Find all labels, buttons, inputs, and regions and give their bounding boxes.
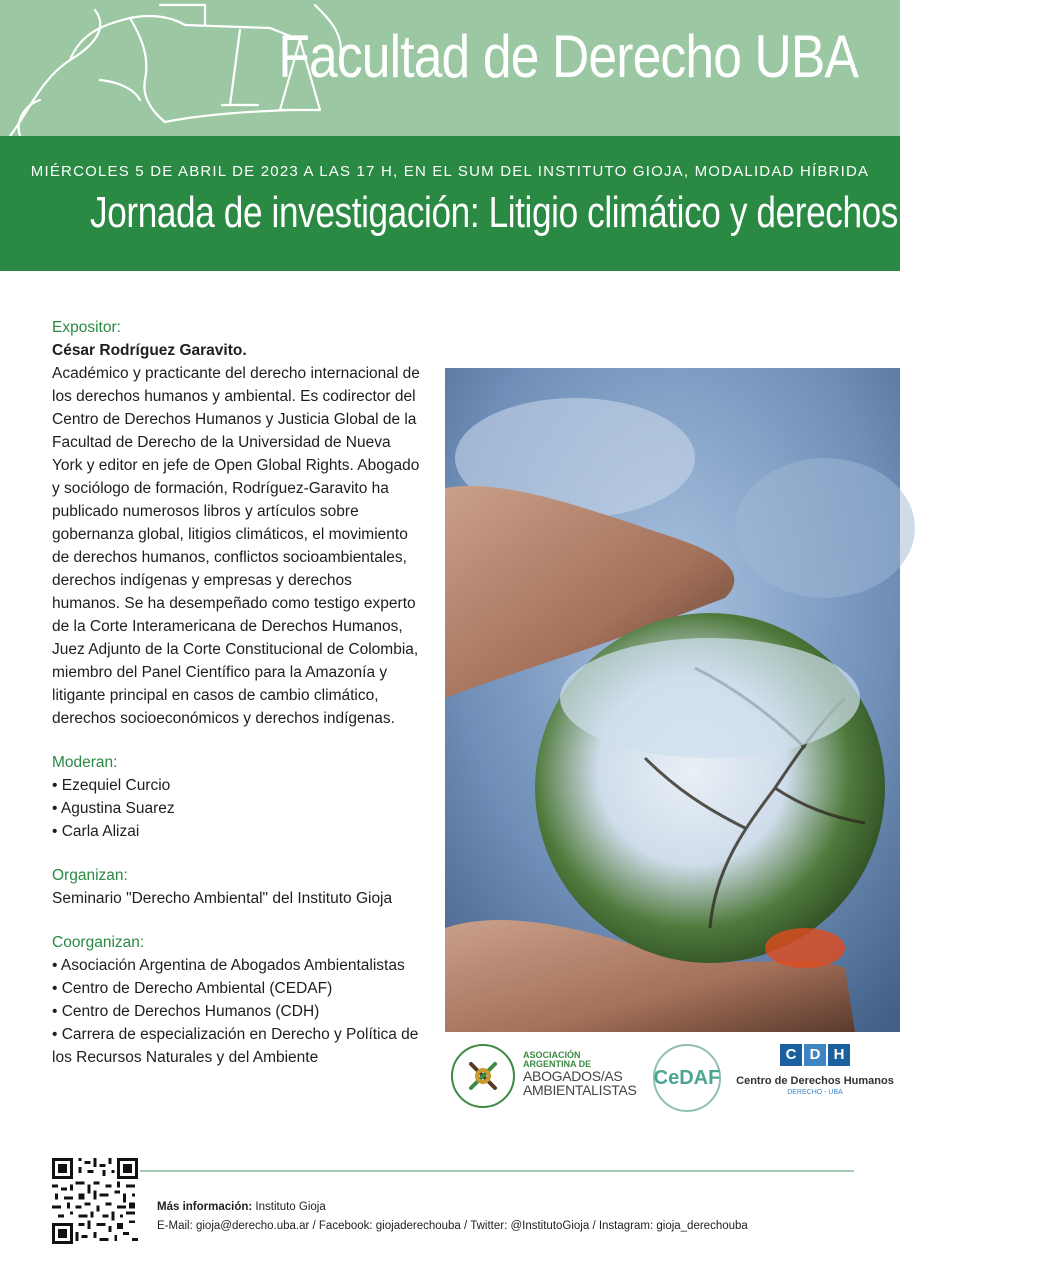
crystal-ball-photo [445, 368, 900, 1032]
header-banner [0, 0, 900, 136]
partner-logos [445, 1036, 900, 1120]
coorganizer-item: • Carrera de especialización en Derecho y Política de los Recursos Naturales y del Ambiente [52, 1023, 422, 1069]
moderator-item: • Agustina Suarez [52, 797, 422, 820]
organizers-text: Seminario "Derecho Ambiental" del Instituto Gioja [52, 890, 393, 907]
event-banner [0, 136, 1049, 271]
coorganizer-item: • Centro de Derechos Humanos (CDH) [52, 1000, 422, 1023]
cdh-sub: DERECHO - UBA [787, 1089, 843, 1096]
speaker-label: Expositor: [52, 319, 121, 336]
aaaa-line4: AMBIENTALISTAS [523, 1082, 637, 1098]
moderator-item: • Ezequiel Curcio [52, 774, 422, 797]
more-info-line [157, 1198, 748, 1217]
aaaa-line3: ABOGADOS/AS [523, 1068, 623, 1084]
aaaa-emblem-icon [451, 1044, 515, 1108]
more-info-label: Más información: [157, 1201, 253, 1213]
speaker-section [52, 316, 422, 730]
cdh-c: C [780, 1044, 802, 1066]
coorganizers-section [52, 931, 422, 1069]
cedaf-text: CeDAF [653, 1067, 721, 1089]
content-column [52, 316, 422, 1090]
cdh-h: H [828, 1044, 850, 1066]
moderators-label: Moderan: [52, 754, 118, 771]
cdh-logo [735, 1044, 895, 1114]
speaker-bio: Académico y practicante del derecho internacional de los derechos humanos y ambiental. Es codirector del Centro de Derechos Humanos y Justicia Global de la Facultad de Derecho de la Universidad de Nueva York y editor en jefe de Open Global Rights. Abogado y sociólogo de formación, Rodríguez-Garavito ha publicado numerosos libros y artículos sobre gobernanza global, litigios climáticos, el movimiento de derechos humanos, conflictos socioambientales, derechos indígenas y empresas y derechos humanos. Se ha desempeñado como testigo experto de la Corte Interamericana de Derechos Humanos, Juez Adjunto de la Corte Constitucional de Colombia, miembro del Panel Científico para la Amazonía y litigante principal en casos de cambio climático, derechos socioeconómicos y derechos indígenas. [52, 365, 420, 727]
more-info-value: Instituto Gioja [255, 1201, 326, 1213]
organizers-label: Organizan: [52, 867, 128, 884]
organizers-section [52, 864, 422, 910]
cdh-name: Centro de Derechos Humanos [736, 1075, 894, 1087]
footer-divider [140, 1170, 854, 1172]
event-title: Jornada de investigación: Litigio climático y derechos humanos [90, 188, 1049, 237]
coorganizer-item: • Centro de Derecho Ambiental (CEDAF) [52, 977, 422, 1000]
coorganizer-item: • Asociación Argentina de Abogados Ambientalistas [52, 954, 422, 977]
cdh-boxes [735, 1044, 895, 1066]
cdh-d: D [804, 1044, 826, 1066]
crystal-ball-image [445, 368, 900, 1032]
speaker-name: César Rodríguez Garavito. [52, 342, 247, 359]
moderators-section [52, 751, 422, 843]
contact-line: E-Mail: gioja@derecho.uba.ar / Facebook: giojaderechouba / Twitter: @InstitutoGioja / Instagram: gioja_derechouba [157, 1220, 748, 1232]
event-details: MIÉRCOLES 5 DE ABRIL DE 2023 A LAS 17 H, EN EL SUM DEL INSTITUTO GIOJA, MODALIDAD HÍBRIDA [30, 163, 870, 180]
coorganizers-label: Coorganizan: [52, 934, 145, 951]
qr-code-icon[interactable] [52, 1158, 138, 1244]
aaaa-line1: ASOCIACIÓN [523, 1050, 581, 1060]
faculty-title: Facultad de Derecho UBA [278, 23, 858, 90]
aaaa-logo [451, 1044, 651, 1114]
cedaf-logo [643, 1038, 731, 1116]
aaaa-line2: ARGENTINA DE [523, 1059, 592, 1069]
moderator-item: • Carla Alizai [52, 820, 422, 843]
footer-info [157, 1198, 748, 1236]
